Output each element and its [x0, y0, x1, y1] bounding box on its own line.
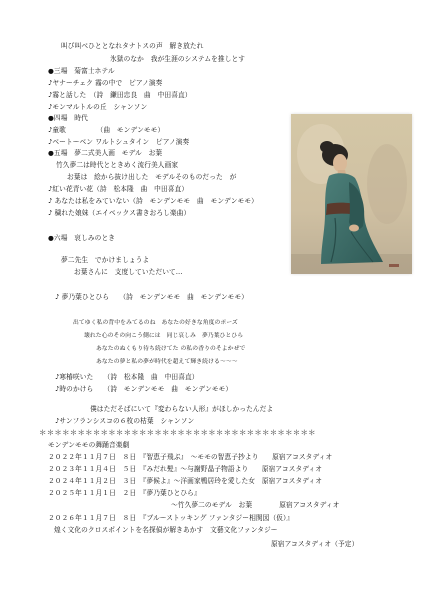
scene-6-closing-line: 僕はただそばにいて『変わらない人形』がほしかったんだよ [90, 405, 274, 413]
scene-5-song-1: ♪紅い花青い花（詩 松本隆 曲 中田喜直） [48, 185, 189, 193]
scene-5-narration-1: 竹久夢二は時代とときめく流行美人画家 [56, 161, 179, 169]
lyric-line-3: あなたのぬくもり待ち続けてた の私の香りのそよかぜで [96, 346, 246, 352]
intro-line-1: 叫び叫べひととなれタナトスの声 解き放たれ [61, 42, 204, 50]
scene-3-song-3: ♪モンマルトルの丘 シャンソン [48, 103, 148, 111]
scene-6-heading: ●六場 哀しみのとき [48, 234, 116, 242]
scene-3-heading: ●三場 菊富士ホテル [48, 67, 115, 75]
scene-5-heading: ●五場 夢二式美人画 モデル お葉 [48, 149, 163, 157]
scene-3-song-2: ♪霧と話した （詩 鎌田忠良 曲 中田喜直） [48, 91, 192, 99]
performance-2026-tagline: 煌く文化のクロスポイントを名探偵が解きあかす 文藝文化ファンタジー [54, 526, 278, 534]
lyric-line-1: 出てゆく私の背中をみてるのね あなたの好きな角度のポーズ [73, 320, 238, 326]
seated-woman-painting [291, 114, 412, 274]
lyric-line-4: あなたの夢と私の夢が時代を超えて輝き続ける～～～ [96, 359, 238, 365]
performance-2022: ２０２２年１１月７日 ８日 『智恵子飛ぶ』 ～モモの智恵子抄より 原宿アコスタディオ [48, 453, 333, 461]
scene-4-heading: ●四場 時代 [48, 114, 88, 122]
asterisk-divider: ＊＊＊＊＊＊＊＊＊＊＊＊＊＊＊＊＊＊＊＊＊＊＊＊＊＊＊＊＊＊＊＊＊＊＊＊ [39, 428, 316, 437]
performance-2023: ２０２３年１１月４日 ５日 『みだれ髪』～与謝野晶子物語より 原宿アコスタディオ [48, 465, 323, 473]
performances-heading: モンデンモモの舞踊音楽劇 [48, 441, 130, 449]
scene-6-song-3: ♪時のかけら （詩 モンデンモモ 曲 モンデンモモ） [55, 385, 233, 393]
scene-4-song-2: ♪ベートーベン ワルトシュタイン ピアノ演奏 [48, 138, 190, 146]
performance-2025: ２０２５年１１月１日 ２日 『夢乃葉ひとひら』 [48, 489, 201, 497]
scene-5-narration-2: お葉は 絵から抜け出した モデルそのものだった が [67, 173, 237, 181]
scene-5-song-2: ♪ あなたは私をみていない（詩 モンデンモモ 曲 モンデンモモ） [48, 197, 258, 205]
scene-5-song-3: ♪ 穢れた娘妹（エイベックス書きおろし楽曲） [48, 209, 191, 217]
scene-4-song-1: ♪童歌 （曲 モンデンモモ） [48, 126, 165, 134]
performance-2024: ２０２４年１１月２日 ３日 『夢候よ』～洋画家鴨居玲を愛した女 原宿アコスタディオ [48, 477, 323, 485]
scene-3-song-1: ♪ヤナーチェク 霧の中で ピアノ演奏 [48, 79, 163, 87]
scene-6-dialog-1: 夢二先生 でかけましょうよ [61, 256, 150, 264]
performance-2026-venue: 原宿アコスタディオ（予定） [271, 540, 359, 548]
performance-2026: ２０２６年１１月７日 ８日 『ブルーストッキング ファンタジー相関図（仮）』 [48, 514, 294, 522]
lyric-line-2: 壊れた心のその向こう側には 同じ哀しみ 夢乃葉ひとひら [84, 333, 244, 339]
intro-line-2: 氷獄のなか 我が生涯のシステムを推しとす [110, 55, 246, 63]
scene-6-song-2: ♪寒椿咲いた （詩 松本隆 曲 中田喜直） [55, 373, 199, 381]
scene-6-song-title: ♪ 夢乃葉ひとひら （詩 モンデンモモ 曲 モンデンモモ） [55, 293, 249, 301]
scene-6-dialog-2: お葉さんに 支度していただいて… [74, 268, 183, 276]
scene-6-finale-song: ♪サンフランシスコの６枚の枯葉 シャンソン [55, 417, 195, 425]
performance-2025-subtitle: ～竹久夢二のモデル お葉 原宿アコスタディオ [171, 501, 340, 509]
